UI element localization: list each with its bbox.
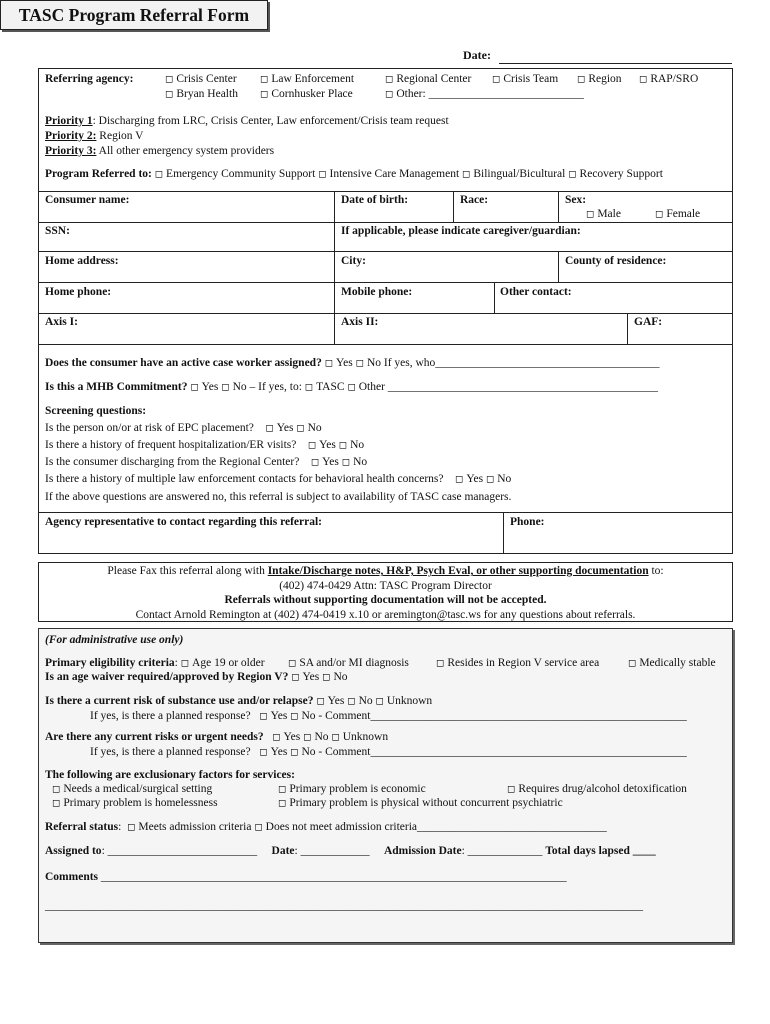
sex-label: Sex: <box>565 194 587 206</box>
substance-yes[interactable]: ◻ Yes <box>316 695 345 707</box>
referral-status-row: Referral status: ◻ Meets admission criteria ◻ Does not meet admission criteria_________________________________ <box>45 821 607 833</box>
option-crisis-center[interactable]: ◻ Crisis Center <box>165 73 237 85</box>
eligibility-row: Primary eligibility criteria: ◻ Age 19 or older <box>45 657 265 669</box>
s4-yes[interactable]: ◻ Yes <box>455 473 484 485</box>
excl-physical[interactable]: ◻ Primary problem is physical without concurrent psychiatric <box>278 797 563 809</box>
excl-medical[interactable]: ◻ Needs a medical/surgical setting <box>52 783 213 795</box>
waiver-no[interactable]: ◻ No <box>322 671 348 683</box>
s3-yes[interactable]: ◻ Yes <box>310 456 339 468</box>
divider <box>38 222 733 223</box>
date-field[interactable] <box>499 63 732 64</box>
s2-no[interactable]: ◻ No <box>338 439 365 451</box>
s2-yes[interactable]: ◻ Yes <box>307 439 336 451</box>
admission-date-field[interactable]: : _____________ <box>461 845 543 857</box>
substance-planned-no[interactable]: ◻ No <box>290 710 316 722</box>
risks-planned: If yes, is there a planned response? ◻ Yes ◻ No - Comment_______________________________________________________ <box>90 746 687 758</box>
status-does-not-meet[interactable]: ◻ Does not meet admission criteria_________________________________ <box>254 821 607 833</box>
option-crisis-team[interactable]: ◻ Crisis Team <box>492 73 559 85</box>
s1-yes[interactable]: ◻ Yes <box>265 422 294 434</box>
city-field[interactable]: City: <box>341 255 366 267</box>
mhb-other[interactable]: ◻ Other _______________________________________________ <box>347 381 659 393</box>
agency-rep-field[interactable]: Agency representative to contact regarding this referral: <box>45 516 322 528</box>
date-label: Date: <box>463 48 491 62</box>
program-bilingual[interactable]: ◻ Bilingual/Bicultural <box>462 168 566 180</box>
risks-unknown[interactable]: ◻ Unknown <box>331 731 389 743</box>
mhb-question: Is this a MHB Commitment? ◻ Yes ◻ No – If yes, to: ◻ TASC ◻ Other _______________________________________________ <box>45 381 659 393</box>
program-ecs[interactable]: ◻ Emergency Community Support <box>154 168 316 180</box>
program-referred-row: Program Referred to: ◻ Emergency Community Support ◻ Intensive Care Management ◻ Bilingual/Bicultural ◻ Recovery Support <box>45 168 663 180</box>
option-cornhusker-place[interactable]: ◻ Cornhusker Place <box>260 88 353 100</box>
substance-planned-yes[interactable]: ◻ Yes <box>259 710 288 722</box>
risks-planned-no[interactable]: ◻ No <box>290 746 316 758</box>
form-title: TASC Program Referral Form <box>0 0 268 30</box>
option-region[interactable]: ◻ Region <box>577 73 622 85</box>
divider <box>494 282 495 313</box>
exclusionary-title: The following are exclusionary factors for services: <box>45 769 295 781</box>
fax-instructions <box>38 562 733 622</box>
axis-1-field[interactable]: Axis I: <box>45 316 78 328</box>
screening-q2: Is there a history of frequent hospitalization/ER visits? ◻ Yes ◻ No <box>45 439 365 451</box>
divider <box>38 313 733 314</box>
mhb-yes[interactable]: ◻ Yes <box>190 381 219 393</box>
other-contact-field[interactable]: Other contact: <box>500 286 572 298</box>
mhb-tasc[interactable]: ◻ TASC <box>304 381 345 393</box>
screening-note: If the above questions are answered no, this referral is subject to availability of TASC case managers. <box>45 491 512 503</box>
divider <box>38 251 733 252</box>
screening-title: Screening questions: <box>45 405 147 417</box>
elig-diagnosis[interactable]: ◻ SA and/or MI diagnosis <box>288 657 409 669</box>
substance-no[interactable]: ◻ No <box>347 695 373 707</box>
waiver-question: Is an age waiver required/approved by Region V? ◻ Yes ◻ No <box>45 671 348 683</box>
substance-question: Is there a current risk of substance use and/or relapse? ◻ Yes ◻ No ◻ Unknown <box>45 695 433 707</box>
risks-no[interactable]: ◻ No <box>303 731 329 743</box>
admin-title: (For administrative use only) <box>45 634 184 646</box>
elig-age[interactable]: ◻ Age 19 or older <box>180 657 265 669</box>
gaf-field[interactable]: GAF: <box>634 316 663 328</box>
substance-planned: If yes, is there a planned response? ◻ Yes ◻ No - Comment_______________________________________________________ <box>90 710 687 722</box>
option-bryan-health[interactable]: ◻ Bryan Health <box>165 88 238 100</box>
fax-line-3: Referrals without supporting documentation will not be accepted. <box>224 594 547 606</box>
divider <box>453 191 454 222</box>
case-worker-question: Does the consumer have an active case worker assigned? ◻ Yes ◻ No If yes, who_______________________________________ <box>45 357 660 369</box>
assigned-field[interactable]: : __________________________ <box>101 845 258 857</box>
excl-economic[interactable]: ◻ Primary problem is economic <box>278 783 426 795</box>
divider <box>558 251 559 282</box>
risks-planned-yes[interactable]: ◻ Yes <box>259 746 288 758</box>
comments-field[interactable]: _________________________________________________________________________________ <box>98 871 567 883</box>
mhb-no[interactable]: ◻ No – If yes, to: <box>221 381 302 393</box>
race-field[interactable]: Race: <box>460 194 489 206</box>
admin-date-field[interactable]: : ____________ <box>294 845 370 857</box>
case-worker-yes[interactable]: ◻ Yes <box>324 357 353 369</box>
excl-homeless[interactable]: ◻ Primary problem is homelessness <box>52 797 218 809</box>
priority-2: Priority 2: Region V <box>45 130 144 142</box>
consumer-name-field[interactable]: Consumer name: <box>45 194 130 206</box>
priority-1: Priority 1: Discharging from LRC, Crisis Center, Law enforcement/Crisis team request <box>45 115 449 127</box>
elig-region[interactable]: ◻ Resides in Region V service area <box>436 657 600 669</box>
county-field[interactable]: County of residence: <box>565 255 667 267</box>
divider <box>38 512 733 513</box>
comments-line-2[interactable]: ________________________________________________________________________________________________________ <box>45 900 643 912</box>
sex-female[interactable]: ◻ Female <box>655 208 701 220</box>
option-regional-center[interactable]: ◻ Regional Center <box>385 73 472 85</box>
program-icm[interactable]: ◻ Intensive Care Management <box>318 168 460 180</box>
agency-phone-field[interactable]: Phone: <box>510 516 545 528</box>
divider <box>334 191 335 344</box>
home-phone-field[interactable]: Home phone: <box>45 286 112 298</box>
comments-row: Comments _________________________________________________________________________________ <box>45 871 567 883</box>
excl-detox[interactable]: ◻ Requires drug/alcohol detoxification <box>507 783 687 795</box>
total-days-field[interactable]: Total days lapsed ____ <box>545 845 656 857</box>
elig-medically-stable[interactable]: ◻ Medically stable <box>628 657 716 669</box>
program-recovery[interactable]: ◻ Recovery Support <box>568 168 663 180</box>
screening-q1: Is the person on/or at risk of EPC placement? ◻ Yes ◻ No <box>45 422 322 434</box>
fax-line-2: (402) 474-0429 Attn: TASC Program Director <box>279 579 492 592</box>
substance-unknown[interactable]: ◻ Unknown <box>375 695 433 707</box>
risks-question: Are there any current risks or urgent needs? ◻ Yes ◻ No ◻ Unknown <box>45 731 389 743</box>
assigned-row: Assigned to: __________________________ Date: ____________ Admission Date: _____________ Total days lapsed ____ <box>45 845 656 857</box>
axis-2-field[interactable]: Axis II: <box>341 316 379 328</box>
option-other[interactable]: ◻ Other: ___________________________ <box>385 88 584 100</box>
waiver-yes[interactable]: ◻ Yes <box>291 671 320 683</box>
dob-field[interactable]: Date of birth: <box>341 194 409 206</box>
priority-3: Priority 3: All other emergency system providers <box>45 145 275 157</box>
screening-q3: Is the consumer discharging from the Regional Center? ◻ Yes ◻ No <box>45 456 368 468</box>
option-law-enforcement[interactable]: ◻ Law Enforcement <box>260 73 355 85</box>
divider <box>503 512 504 554</box>
divider <box>627 313 628 344</box>
screening-q4: Is there a history of multiple law enforcement contacts for behavioral health concerns? ◻ Yes ◻ No <box>45 473 512 485</box>
s3-no[interactable]: ◻ No <box>341 456 368 468</box>
s4-no[interactable]: ◻ No <box>485 473 512 485</box>
s1-no[interactable]: ◻ No <box>296 422 322 434</box>
divider <box>38 191 733 192</box>
risks-yes[interactable]: ◻ Yes <box>272 731 301 743</box>
referring-agency-label: Referring agency: <box>45 73 134 85</box>
fax-line-4: Contact Arnold Remington at (402) 474-0419 x.10 or aremington@tasc.ws for any questions about referrals. <box>135 608 636 621</box>
divider <box>38 344 733 345</box>
divider <box>558 191 559 222</box>
caregiver-field[interactable]: If applicable, please indicate caregiver/guardian: <box>341 225 581 237</box>
divider <box>38 282 733 283</box>
case-worker-no[interactable]: ◻ No <box>355 357 381 369</box>
fax-line-1: Please Fax this referral along with Intake/Discharge notes, H&P, Psych Eval, or other supporting documentation to: <box>107 565 664 577</box>
option-rap-sro[interactable]: ◻ RAP/SRO <box>639 73 699 85</box>
sex-male[interactable]: ◻ Male <box>586 208 621 220</box>
status-meets[interactable]: ◻ Meets admission criteria <box>127 821 252 833</box>
home-address-field[interactable]: Home address: <box>45 255 119 267</box>
mobile-phone-field[interactable]: Mobile phone: <box>341 286 413 298</box>
ssn-field[interactable]: SSN: <box>45 225 70 237</box>
